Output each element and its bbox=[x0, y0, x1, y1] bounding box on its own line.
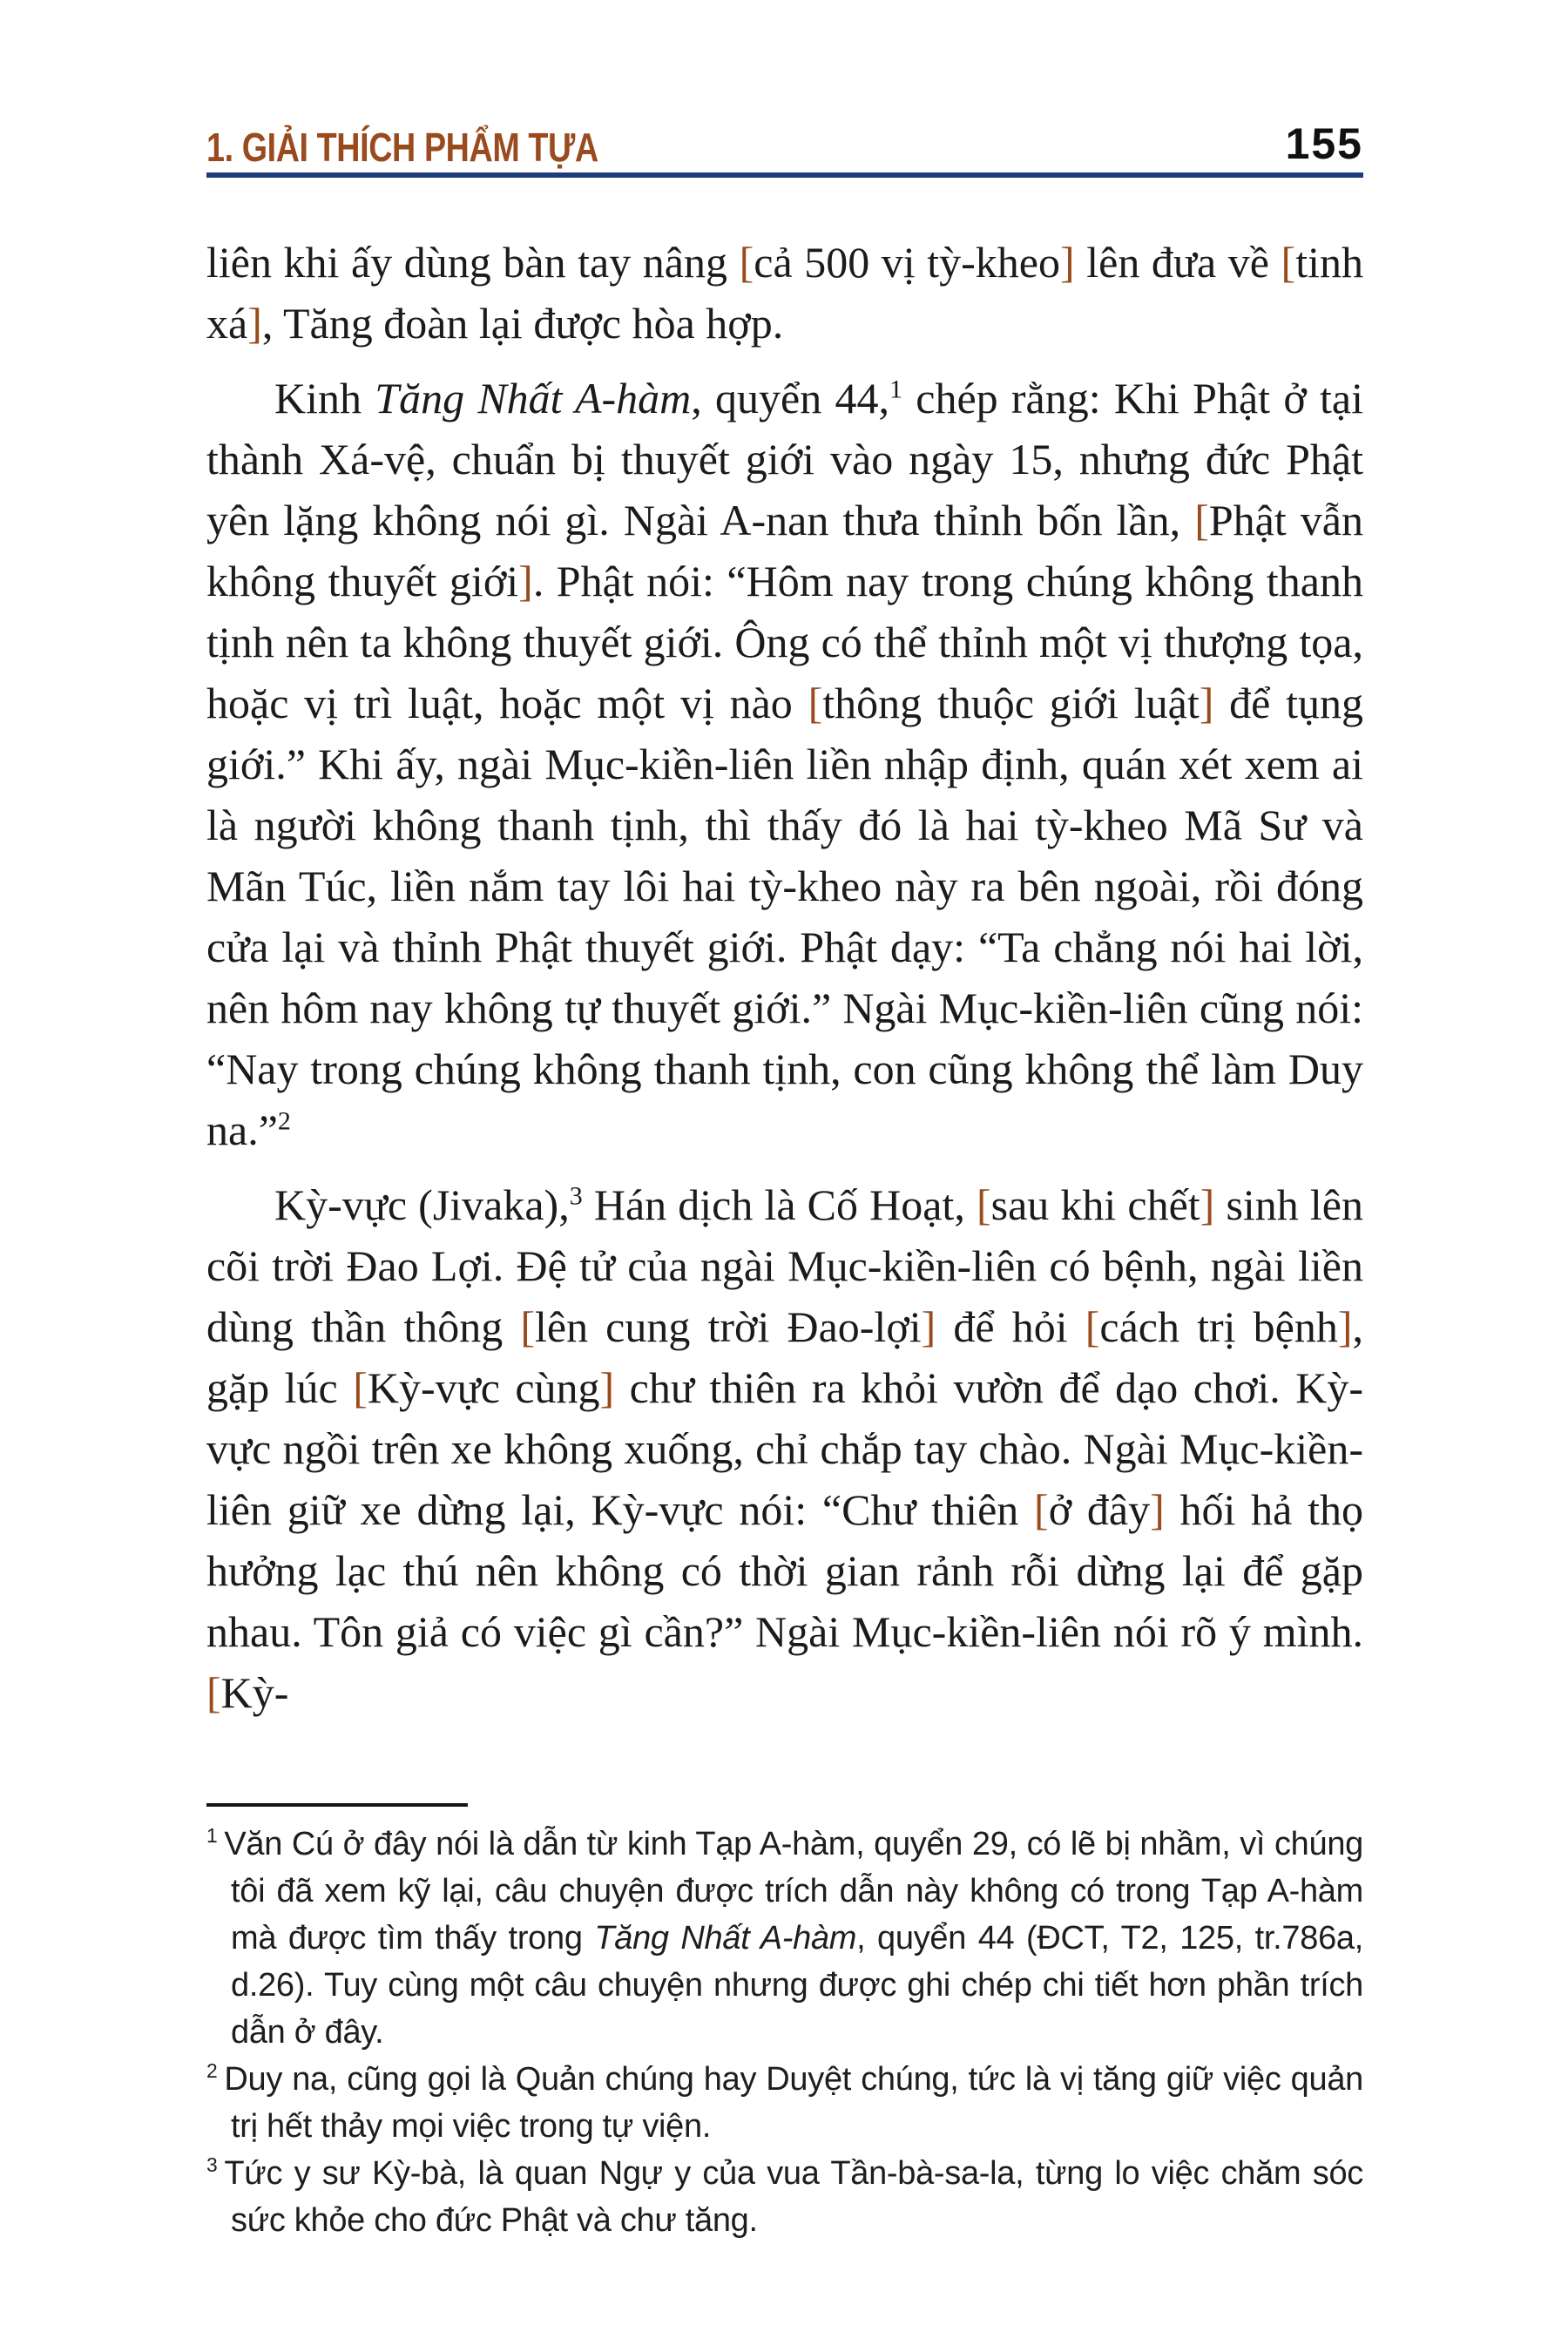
page-number: 155 bbox=[1285, 119, 1363, 168]
footnote-marker: 2 bbox=[206, 2059, 218, 2083]
text-run: Phật vẫn không thuyết giới bbox=[206, 496, 1363, 605]
italic-text-run: Tăng Nhất A-hàm bbox=[375, 374, 692, 422]
text-run: , quyển 44 (ĐCT, T2, 125, tr.786a, d.26). Tuy cùng một câu chuyện nhưng được ghi chép chi tiết hơn phần trích dẫn ở đây. bbox=[231, 1920, 1363, 2051]
text-run: để tụng giới.” Khi ấy, ngài Mục-kiền-liên liền nhập định, quán xét xem ai là người không thanh tịnh, thì thấy đó là hai tỳ-kheo Mã Sư và Mãn Túc, liền nắm tay lôi hai tỳ-kheo này ra bên ngoài, rồi đóng cửa lại và thỉnh Phật thuyết giới. Phật dạy: “Ta chẳng nói hai lời, nên hôm nay không tự thuyết giới.” Ngài Mục-kiền-liên cũng nói: “Nay trong chúng không thanh tịnh, con cũng không thể làm Duy na.” bbox=[206, 679, 1363, 1154]
text-run: lên đưa về bbox=[1074, 238, 1281, 287]
footnotes-section bbox=[206, 1803, 1363, 2244]
text-run: chư thiên ra khỏi vườn để dạo chơi. Kỳ-vực ngồi trên xe không xuống, chỉ chắp tay chào. Ngài Mục-kiền-liên giữ xe dừng lại, Kỳ-vực nói: “Chư thiên bbox=[206, 1363, 1363, 1534]
body-paragraph bbox=[206, 368, 1363, 1160]
text-run: thông thuộc giới luật bbox=[822, 679, 1200, 727]
text-run: sinh lên cõi trời Đao Lợi. Đệ tử của ngài Mục-kiền-liên có bệnh, ngài liền dùng thần thông bbox=[206, 1180, 1364, 1351]
bracket-mark: [ bbox=[1194, 496, 1209, 544]
bracket-mark: [ bbox=[520, 1302, 535, 1351]
text-run: cách trị bệnh bbox=[1099, 1302, 1338, 1351]
text-run: Kỳ-vực (Jivaka), bbox=[274, 1180, 570, 1229]
text-run: liên khi ấy dùng bàn tay nâng bbox=[206, 238, 740, 287]
text-run: Kinh bbox=[274, 374, 375, 422]
text-run: Kỳ-vực cùng bbox=[367, 1363, 600, 1412]
bracket-mark: ] bbox=[1200, 1180, 1215, 1229]
text-run: , quyển 44, bbox=[691, 374, 889, 422]
text-run: , gặp lúc bbox=[206, 1302, 1363, 1412]
bracket-mark: [ bbox=[808, 679, 823, 727]
footnote-list bbox=[206, 1821, 1363, 2244]
running-header-title: 1. GIẢI THÍCH PHẨM TỰA bbox=[206, 125, 598, 170]
text-run: tinh xá bbox=[206, 238, 1363, 348]
text-run: sau khi chết bbox=[990, 1180, 1200, 1229]
text-run: để hỏi bbox=[936, 1302, 1085, 1351]
bracket-mark: [ bbox=[739, 238, 754, 287]
text-run: Kỳ- bbox=[220, 1668, 289, 1717]
text-run: lên cung trời Đao-lợi bbox=[534, 1302, 922, 1351]
footnote-item bbox=[206, 2150, 1363, 2244]
bracket-mark: ] bbox=[518, 557, 533, 605]
text-run: hối hả thọ hưởng lạc thú nên không có thời gian rảnh rỗi dừng lại để gặp nhau. Tôn giả có việc gì cần?” Ngài Mục-kiền-liên nói rõ ý mình. bbox=[206, 1485, 1364, 1656]
bracket-mark: ] bbox=[1337, 1302, 1353, 1351]
body-paragraph bbox=[206, 1174, 1363, 1723]
text-run: . Phật nói: “Hôm nay trong chúng không thanh tịnh nên ta không thuyết giới. Ông có thể thỉnh một vị thượng tọa, hoặc vị trì luật, hoặc một vị nào bbox=[206, 557, 1363, 727]
footnote-item bbox=[206, 1821, 1363, 2056]
bracket-mark: [ bbox=[1281, 238, 1296, 287]
footnote-marker: 3 bbox=[206, 2153, 218, 2177]
text-run: cả 500 vị tỳ-kheo bbox=[754, 238, 1060, 287]
bracket-mark: ] bbox=[1150, 1485, 1165, 1534]
bracket-mark: ] bbox=[1060, 238, 1075, 287]
text-run: Hán dịch là Cố Hoạt, bbox=[582, 1180, 977, 1229]
footnote-marker: 1 bbox=[206, 1824, 218, 1848]
bracket-mark: ] bbox=[599, 1363, 615, 1412]
bracket-mark: [ bbox=[353, 1363, 368, 1412]
bracket-mark: [ bbox=[1085, 1302, 1100, 1351]
text-run: Văn Cú ở đây nói là dẫn từ kinh Tạp A-hàm, quyển 29, có lẽ bị nhầm, vì chúng tôi đã xem kỹ lại, câu chuyện được trích dẫn này không có trong Tạp A-hàm mà được tìm thấy trong bbox=[224, 1826, 1363, 1957]
bracket-mark: [ bbox=[206, 1668, 221, 1717]
italic-text-run: Tăng Nhất A-hàm bbox=[594, 1920, 857, 1957]
footnote-separator bbox=[206, 1803, 468, 1807]
bracket-mark: ] bbox=[1199, 679, 1214, 727]
footnote-ref: 3 bbox=[569, 1181, 583, 1211]
body-paragraph bbox=[206, 232, 1363, 354]
text-run: Tức y sư Kỳ-bà, là quan Ngự y của vua Tần-bà-sa-la, từng lo việc chăm sóc sức khỏe cho đức Phật và chư tăng. bbox=[224, 2155, 1363, 2239]
text-run: ở đây bbox=[1048, 1485, 1151, 1534]
footnote-item bbox=[206, 2056, 1363, 2150]
text-run: Duy na, cũng gọi là Quản chúng hay Duyệt chúng, tức là vị tăng giữ việc quản trị hết thảy mọi việc trong tự viện. bbox=[224, 2061, 1363, 2145]
bracket-mark: [ bbox=[976, 1180, 991, 1229]
text-run: , Tăng đoàn lại được hòa hợp. bbox=[261, 299, 784, 348]
bracket-mark: ] bbox=[921, 1302, 936, 1351]
header-rule bbox=[206, 172, 1363, 178]
body-text-container bbox=[206, 232, 1363, 1737]
bracket-mark: [ bbox=[1034, 1485, 1049, 1534]
footnote-ref: 1 bbox=[889, 375, 902, 404]
bracket-mark: ] bbox=[247, 299, 262, 348]
footnote-ref: 2 bbox=[277, 1106, 291, 1136]
text-run: chép rằng: Khi Phật ở tại thành Xá-vệ, chuẩn bị thuyết giới vào ngày 15, nhưng đức Phật yên lặng không nói gì. Ngài A-nan thưa thỉnh bốn lần, bbox=[206, 374, 1363, 544]
